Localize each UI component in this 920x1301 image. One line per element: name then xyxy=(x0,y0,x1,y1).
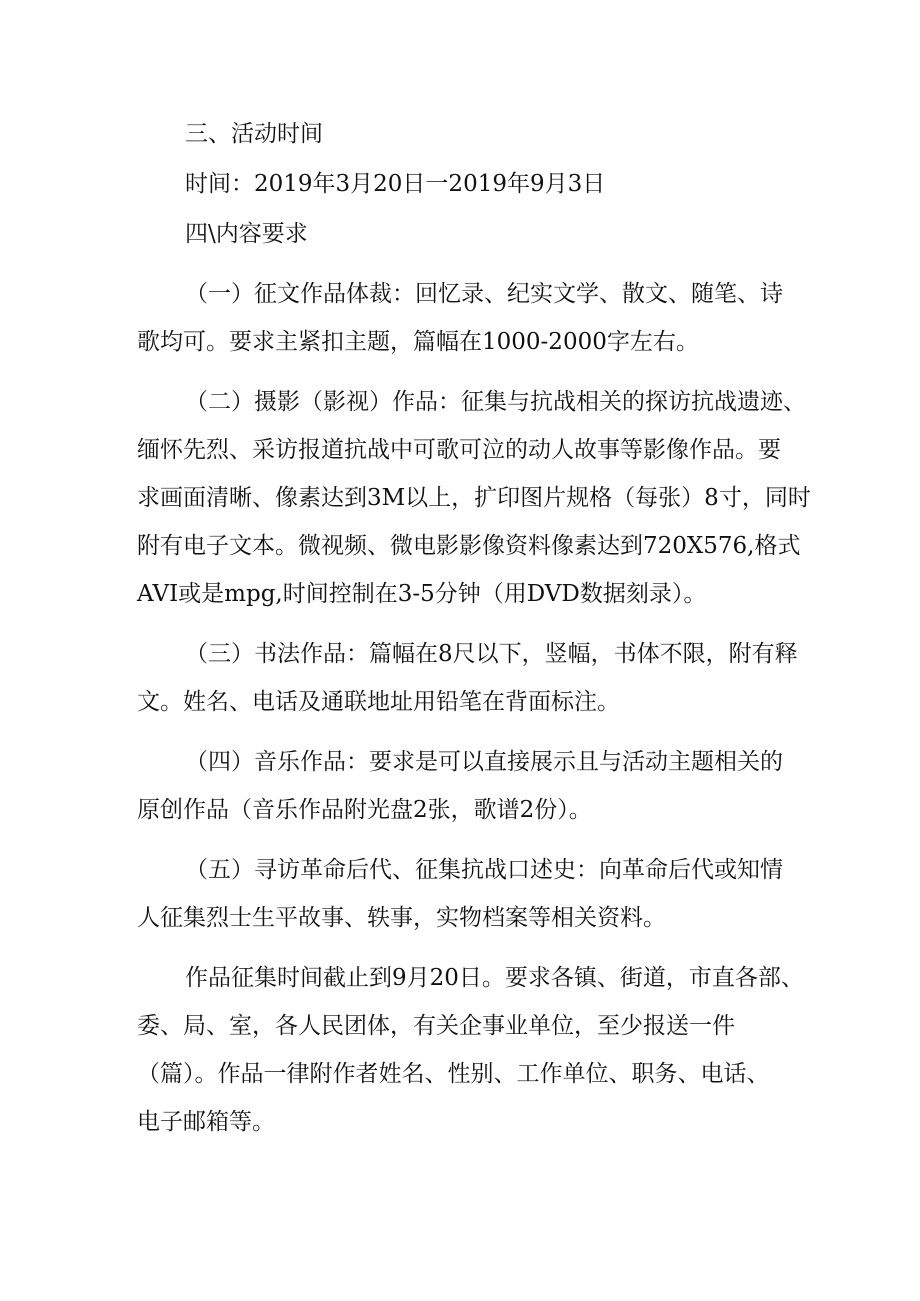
item-essay xyxy=(137,270,802,366)
item-oral-history xyxy=(137,846,802,942)
document-body xyxy=(137,110,811,1146)
paragraph-line: 附有电子文本。微视频、微电影影像资料像素达到720X576,格式 xyxy=(137,533,801,559)
paragraph-line: （三）书法作品：篇幅在8尺以下，竖幅，书体不限，附有释 xyxy=(185,641,798,667)
paragraph-line: 作品征集时间截止到9月20日。要求各镇、街道，市直各部、 xyxy=(185,965,804,991)
paragraph-line: 人征集烈士生平故事、轶事，实物档案等相关资料。 xyxy=(137,905,666,931)
paragraph-line: 原创作品（音乐作品附光盘2张，歌谱2份）。 xyxy=(137,797,592,823)
paragraph-line: 缅怀先烈、采访报道抗战中可歌可泣的动人故事等影像作品。要 xyxy=(137,437,781,463)
paragraph-line: 电子邮箱等。 xyxy=(137,1109,275,1135)
paragraph-line: 文。姓名、电话及通联地址用铅笔在背面标注。 xyxy=(137,689,620,715)
paragraph-line: 委、局、室，各人民团体，有关企事业单位，至少报送一件 xyxy=(137,1013,735,1039)
section-3-heading: 三、活动时间 xyxy=(185,121,323,147)
item-calligraphy xyxy=(137,630,802,726)
paragraph-line: 歌均可。要求主紧扣主题，篇幅在1000-2000字左右。 xyxy=(137,329,699,355)
item-music xyxy=(137,738,802,834)
paragraph-line: AVI或是mpg,时间控制在3-5分钟（用DVD数据刻录）。 xyxy=(137,581,707,607)
item-photography xyxy=(137,378,811,618)
paragraph-line: 求画面清晰、像素达到3M以上，扩印图片规格（每张）8寸，同时 xyxy=(137,485,811,511)
paragraph-line: （篇）。作品一律附作者姓名、性别、工作单位、职务、电话、 xyxy=(137,1061,770,1087)
paragraph-line: （一）征文作品体裁：回忆录、纪实文学、散文、随笔、诗 xyxy=(185,281,783,307)
section-4-heading: 四\内容要求 xyxy=(185,221,308,247)
activity-time-line: 时间：2019年3月20日一2019年9月3日 xyxy=(185,171,606,197)
paragraph-line: （二）摄影（影视）作品：征集与抗战相关的探访抗战遗迹、 xyxy=(185,389,806,415)
paragraph-line: （五）寻访革命后代、征集抗战口述史：向革命后代或知情 xyxy=(185,857,783,883)
submission-deadline-paragraph xyxy=(137,954,802,1146)
paragraph-line: （四）音乐作品：要求是可以直接展示且与活动主题相关的 xyxy=(185,749,783,775)
